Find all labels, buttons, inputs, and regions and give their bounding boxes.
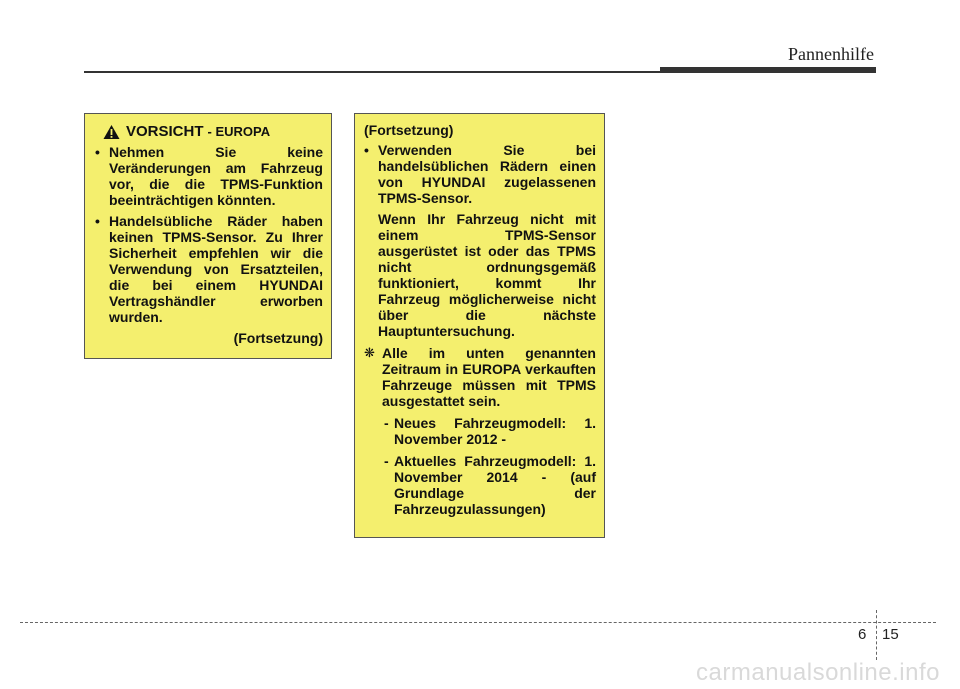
- warning-icon: [103, 124, 120, 140]
- section-title: Pannenhilfe: [788, 44, 874, 64]
- note-symbol-icon: ❋: [364, 345, 375, 360]
- page-number: 15: [882, 626, 899, 643]
- continued-label: (Fortsetzung): [233, 330, 323, 346]
- caution-heading: [95, 124, 323, 140]
- subitem: [364, 415, 596, 447]
- footer-rule: [20, 622, 936, 623]
- header-rule-thick: [660, 67, 876, 73]
- subitem-text: Neues Fahrzeugmodell: 1. November 2012 -: [394, 415, 596, 447]
- continuation-heading: (Fortsetzung): [364, 122, 454, 138]
- caution-item: [95, 213, 323, 325]
- continuation-paragraph: Wenn Ihr Fahrzeug nicht mit einem TPMS-Sensor ausgerüstet ist oder das TPMS nicht ordnungsgemäß funktioniert, kommt Ihr Fahrzeug möglicherweise nicht über die nächste Hauptuntersuchung.: [378, 211, 596, 339]
- dash: -: [384, 415, 389, 431]
- continuation-item-text: Verwenden Sie bei handelsüblichen Rädern einen von HYUNDAI zugelassenen TPMS-Sensor.: [378, 142, 596, 206]
- caution-region: - EUROPA: [207, 124, 271, 139]
- caution-item-text: Handelsübliche Räder haben keinen TPMS-Sensor. Zu Ihrer Sicherheit empfehlen wir die Verwendung von Ersatzteilen, die bei einem HYUNDAI Vertragshändler erworben wurden.: [109, 213, 323, 325]
- footer-divider: [876, 610, 877, 660]
- caution-word: VORSICHT: [126, 123, 204, 140]
- note: [364, 345, 596, 409]
- continuation-box: [354, 113, 605, 538]
- subitem: [364, 453, 596, 517]
- subitem-text: Aktuelles Fahrzeugmodell: 1. November 2014 - (auf Grundlage der Fahrzeugzulassungen): [394, 453, 596, 517]
- bullet: •: [95, 144, 100, 160]
- dash: -: [384, 453, 389, 469]
- continuation-item: [364, 142, 596, 206]
- caution-item-text: Nehmen Sie keine Veränderungen am Fahrzeug vor, die die TPMS-Funktion beeinträchtigen könnten.: [109, 144, 323, 208]
- bullet: •: [95, 213, 100, 229]
- chapter-number: 6: [858, 626, 867, 643]
- caution-box: [84, 113, 332, 359]
- watermark: carmanualsonline.info: [696, 659, 940, 686]
- header-rule-thin: [84, 71, 664, 73]
- bullet: •: [364, 142, 369, 158]
- caution-item: [95, 144, 323, 208]
- note-text: Alle im unten genannten Zeitraum in EUROPA verkauften Fahrzeuge müssen mit TPMS ausgestattet sein.: [382, 345, 596, 409]
